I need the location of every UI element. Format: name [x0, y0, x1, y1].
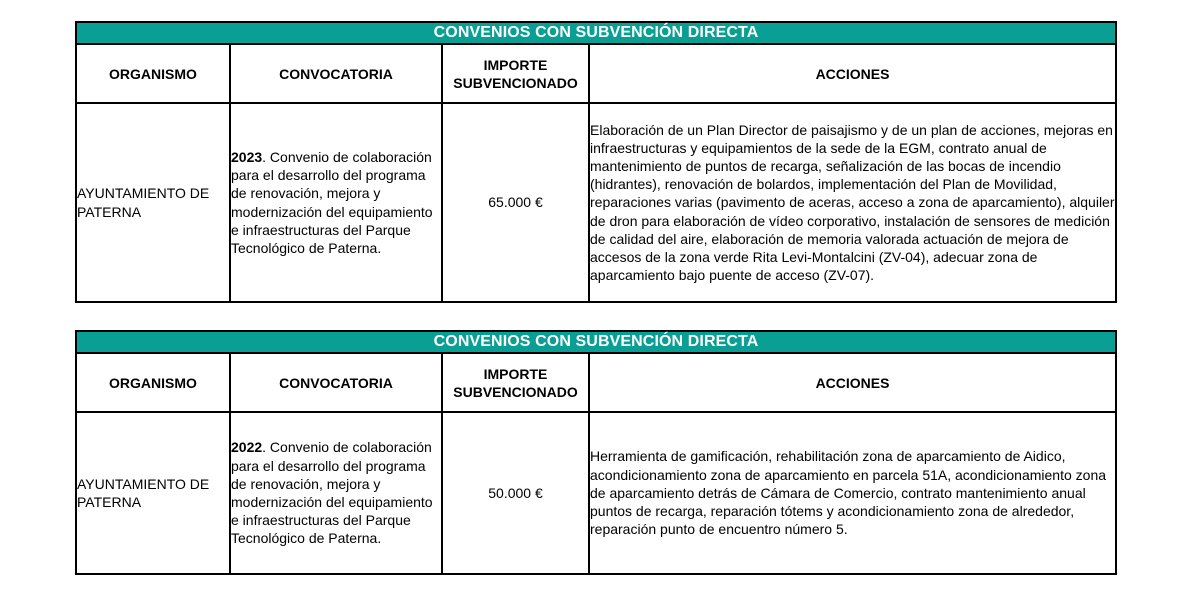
cell-acciones: Elaboración de un Plan Director de paisajismo y de un plan de acciones, mejoras en infraestructuras y equipamientos de la sede de la EGM, contrato anual de mantenimiento de puntos de recarga, señalización de las bocas de incendio (hidrantes), renovación de bolardos, implementación del Plan de Movilidad, reparaciones varias (pavimento de aceras, acceso a zona de aparcamiento), alquiler de dron para elaboración de vídeo corporativo, instalación de sensores de medición de calidad del aire, elaboración de memoria valorada actuación de mejora de accesos de la zona verde Rita Levi-Montalcini (ZV-04), adecuar zona de aparcamiento bajo puente de acceso (ZV-07).: [589, 103, 1116, 302]
cell-convocatoria: [230, 412, 442, 574]
cell-organismo: AYUNTAMIENTO DE PATERNA: [76, 412, 230, 574]
cell-importe: 50.000 €: [442, 412, 589, 574]
cell-acciones: Herramienta de gamificación, rehabilitación zona de aparcamiento de Aidico, acondicionamiento zona de aparcamiento en parcela 51A, acondicionamiento zona de aparcamiento detrás de Cámara de Comercio, contrato mantenimiento anual puntos de recarga, reparación tótems y acondicionamiento zona de alrededor, reparación punto de encuentro número 5.: [589, 412, 1116, 574]
convenios-table-2023: [75, 21, 1117, 303]
convocatoria-text: . Convenio de colaboración para el desarrollo del programa de renovación, mejora y modernización del equipamiento e infraestructuras del Parque Tecnológico de Paterna.: [231, 148, 433, 256]
header-importe-line2: SUBVENCIONADO: [453, 383, 578, 400]
cell-convocatoria: [230, 103, 442, 302]
header-convocatoria: CONVOCATORIA: [230, 44, 442, 103]
cell-importe: 65.000 €: [442, 103, 589, 302]
header-importe: [442, 44, 589, 103]
convocatoria-year: 2023: [231, 148, 263, 165]
header-importe: [442, 353, 589, 412]
header-organismo: ORGANISMO: [76, 353, 230, 412]
convocatoria-year: 2022: [231, 439, 263, 456]
convocatoria-text: . Convenio de colaboración para el desarrollo del programa de renovación, mejora y modernización del equipamiento e infraestructuras del Parque Tecnológico de Paterna.: [231, 439, 433, 547]
table-row: [76, 412, 1116, 574]
header-organismo: ORGANISMO: [76, 44, 230, 103]
table-title: CONVENIOS CON SUBVENCIÓN DIRECTA: [76, 331, 1116, 353]
header-importe-line1: IMPORTE: [483, 365, 548, 382]
table-title: CONVENIOS CON SUBVENCIÓN DIRECTA: [76, 22, 1116, 44]
header-importe-line2: SUBVENCIONADO: [453, 74, 578, 91]
table-row: [76, 103, 1116, 302]
header-importe-line1: IMPORTE: [483, 56, 548, 73]
cell-organismo: AYUNTAMIENTO DE PATERNA: [76, 103, 230, 302]
header-acciones: ACCIONES: [589, 353, 1116, 412]
header-convocatoria: CONVOCATORIA: [230, 353, 442, 412]
header-acciones: ACCIONES: [589, 44, 1116, 103]
convenios-table-2022: [75, 330, 1117, 575]
